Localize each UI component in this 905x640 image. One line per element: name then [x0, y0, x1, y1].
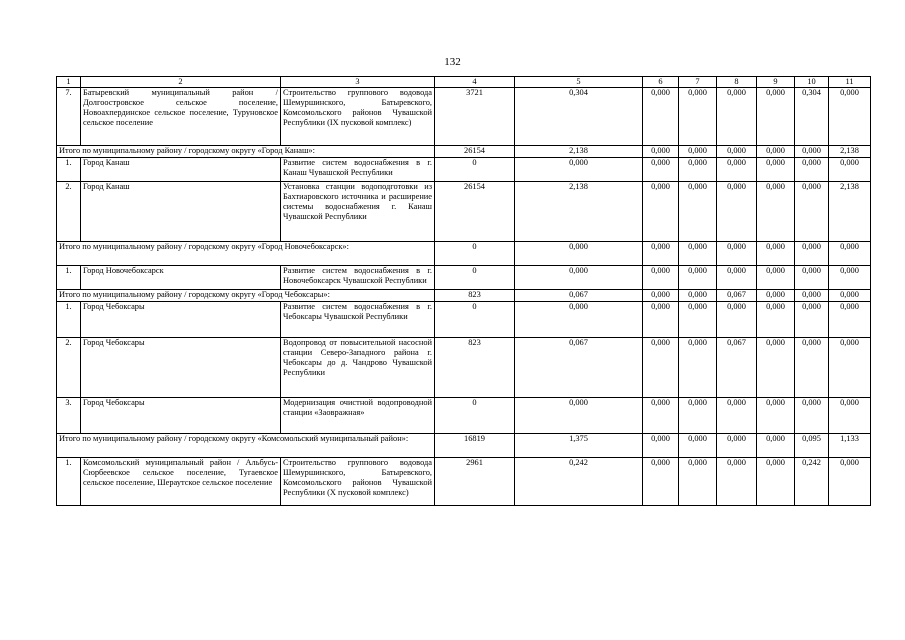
project-cell: Строительство группового водовода Шемуршинского, Батыревского, Комсомольского районов Чувашской Республики (X пусковой комплекс): [281, 458, 435, 506]
total-row: [57, 146, 871, 158]
value-cell: 0,000: [643, 88, 679, 146]
value-cell: 0,000: [643, 158, 679, 182]
value-cell: 0,000: [515, 266, 643, 290]
row-number: 1.: [57, 302, 81, 338]
value-cell: 0,242: [515, 458, 643, 506]
value-cell: 823: [435, 290, 515, 302]
investment-table: [56, 76, 871, 506]
value-cell: 0,000: [515, 242, 643, 266]
value-cell: 0,000: [717, 158, 757, 182]
column-number: 3: [281, 77, 435, 88]
row-number: 7.: [57, 88, 81, 146]
value-cell: 0,000: [679, 302, 717, 338]
row-number: 1.: [57, 266, 81, 290]
value-cell: 823: [435, 338, 515, 398]
row-number: 2.: [57, 338, 81, 398]
table-row: [57, 458, 871, 506]
value-cell: 0,000: [757, 290, 795, 302]
value-cell: 0,000: [829, 242, 871, 266]
value-cell: 0,000: [679, 158, 717, 182]
value-cell: 0,000: [717, 266, 757, 290]
value-cell: 16819: [435, 434, 515, 458]
column-number: 6: [643, 77, 679, 88]
value-cell: 0,000: [795, 302, 829, 338]
municipality-cell: Город Чебоксары: [81, 338, 281, 398]
project-cell: Водопровод от повысительной насосной станции Северо-Западного района г. Чебоксары до д. Чандрово Чувашской Республики: [281, 338, 435, 398]
value-cell: 2,138: [515, 146, 643, 158]
municipality-cell: Комсомольский муниципальный район / Альбусь-Сюрбеевское сельское поселение, Тугаевское сельское поселение, Шераутское сельское поселение: [81, 458, 281, 506]
value-cell: 0: [435, 302, 515, 338]
value-cell: 0,095: [795, 434, 829, 458]
project-cell: Развитие систем водоснабжения в г. Новочебоксарск Чувашской Республики: [281, 266, 435, 290]
table-row: [57, 88, 871, 146]
value-cell: 0,000: [679, 88, 717, 146]
value-cell: 0,000: [829, 290, 871, 302]
value-cell: 0,067: [717, 290, 757, 302]
value-cell: 0,000: [757, 242, 795, 266]
value-cell: 1,133: [829, 434, 871, 458]
municipality-cell: Город Чебоксары: [81, 302, 281, 338]
project-cell: Развитие систем водоснабжения в г. Канаш Чувашской Республики: [281, 158, 435, 182]
value-cell: 0,000: [717, 458, 757, 506]
value-cell: 0,242: [795, 458, 829, 506]
value-cell: 3721: [435, 88, 515, 146]
total-row: [57, 434, 871, 458]
value-cell: 0,067: [515, 338, 643, 398]
value-cell: 0,000: [829, 88, 871, 146]
municipality-cell: Город Чебоксары: [81, 398, 281, 434]
value-cell: 0,000: [643, 266, 679, 290]
value-cell: 0,000: [679, 290, 717, 302]
value-cell: 0,000: [795, 242, 829, 266]
project-cell: Модернизация очистной водопроводной станции «Заовражная»: [281, 398, 435, 434]
value-cell: 0,000: [717, 182, 757, 242]
row-number: 1.: [57, 458, 81, 506]
value-cell: 2,138: [829, 146, 871, 158]
value-cell: 0,000: [515, 302, 643, 338]
value-cell: 0,000: [757, 302, 795, 338]
value-cell: 2,138: [829, 182, 871, 242]
value-cell: 0,000: [757, 146, 795, 158]
column-number: 7: [679, 77, 717, 88]
column-number: 5: [515, 77, 643, 88]
column-number: 1: [57, 77, 81, 88]
value-cell: 0,000: [757, 182, 795, 242]
project-cell: Строительство группового водовода Шемуршинского, Батыревского, Комсомольского районов Чувашской Республики (IX пусковой комплекс): [281, 88, 435, 146]
value-cell: 0,000: [757, 88, 795, 146]
value-cell: 0,000: [757, 458, 795, 506]
municipality-cell: Батыревский муниципальный район / Долгоостровское сельское поселение, Новоахпердинское сельское поселение, Туруновское сельское поселение: [81, 88, 281, 146]
value-cell: 0,000: [679, 338, 717, 398]
value-cell: 0,000: [757, 434, 795, 458]
value-cell: 0: [435, 242, 515, 266]
value-cell: 0,000: [795, 338, 829, 398]
total-label: Итого по муниципальному району / городскому округу «Город Новочебоксарск»:: [57, 242, 435, 266]
value-cell: 0,000: [717, 88, 757, 146]
value-cell: 0,000: [829, 398, 871, 434]
total-label: Итого по муниципальному району / городскому округу «Комсомольский муниципальный район»:: [57, 434, 435, 458]
column-number: 2: [81, 77, 281, 88]
value-cell: 0,000: [829, 338, 871, 398]
value-cell: 0,000: [795, 158, 829, 182]
value-cell: 0,000: [643, 434, 679, 458]
value-cell: 0: [435, 266, 515, 290]
municipality-cell: Город Канаш: [81, 182, 281, 242]
project-cell: Установка станции водоподготовки из Бахтиаровского источника и расширение системы водоснабжения г. Канаш Чувашской Республики: [281, 182, 435, 242]
total-row: [57, 242, 871, 266]
value-cell: 0,000: [679, 398, 717, 434]
table-row: [57, 398, 871, 434]
value-cell: 0,000: [757, 158, 795, 182]
value-cell: 0,000: [795, 146, 829, 158]
value-cell: 0,000: [717, 146, 757, 158]
project-cell: Развитие систем водоснабжения в г. Чебоксары Чувашской Республики: [281, 302, 435, 338]
value-cell: 0,000: [643, 302, 679, 338]
column-number: 9: [757, 77, 795, 88]
row-number: 3.: [57, 398, 81, 434]
column-number: 11: [829, 77, 871, 88]
value-cell: 0,000: [643, 458, 679, 506]
value-cell: 0,000: [515, 398, 643, 434]
value-cell: 0,000: [643, 290, 679, 302]
value-cell: 26154: [435, 146, 515, 158]
value-cell: 0,000: [829, 458, 871, 506]
column-number: 10: [795, 77, 829, 88]
value-cell: 0,000: [829, 302, 871, 338]
value-cell: 0,000: [515, 158, 643, 182]
value-cell: 0,000: [643, 182, 679, 242]
value-cell: 0,067: [515, 290, 643, 302]
total-row: [57, 290, 871, 302]
table-row: [57, 338, 871, 398]
value-cell: 1,375: [515, 434, 643, 458]
column-number: 4: [435, 77, 515, 88]
value-cell: 0,067: [717, 338, 757, 398]
value-cell: 0: [435, 398, 515, 434]
value-cell: 2,138: [515, 182, 643, 242]
column-number-row: [57, 77, 871, 88]
table-row: [57, 302, 871, 338]
value-cell: 0,000: [717, 242, 757, 266]
value-cell: 0,000: [757, 398, 795, 434]
value-cell: 26154: [435, 182, 515, 242]
table-row: [57, 266, 871, 290]
value-cell: 0,304: [795, 88, 829, 146]
municipality-cell: Город Новочебоксарск: [81, 266, 281, 290]
total-label: Итого по муниципальному району / городскому округу «Город Чебоксары»:: [57, 290, 435, 302]
value-cell: 0,000: [795, 266, 829, 290]
value-cell: 0,000: [795, 398, 829, 434]
table-row: [57, 182, 871, 242]
value-cell: 0,000: [679, 434, 717, 458]
value-cell: 0: [435, 158, 515, 182]
value-cell: 0,000: [717, 302, 757, 338]
value-cell: 0,000: [829, 158, 871, 182]
value-cell: 0,000: [717, 398, 757, 434]
row-number: 2.: [57, 182, 81, 242]
table-row: [57, 158, 871, 182]
row-number: 1.: [57, 158, 81, 182]
value-cell: 0,000: [679, 146, 717, 158]
value-cell: 0,000: [717, 434, 757, 458]
value-cell: 0,000: [679, 458, 717, 506]
value-cell: 0,304: [515, 88, 643, 146]
value-cell: 0,000: [829, 266, 871, 290]
value-cell: 0,000: [795, 290, 829, 302]
column-number: 8: [717, 77, 757, 88]
value-cell: 0,000: [643, 398, 679, 434]
value-cell: 0,000: [679, 266, 717, 290]
value-cell: 0,000: [795, 182, 829, 242]
value-cell: 0,000: [643, 242, 679, 266]
value-cell: 0,000: [643, 338, 679, 398]
value-cell: 0,000: [757, 338, 795, 398]
page-number: 132: [444, 56, 461, 68]
total-label: Итого по муниципальному району / городскому округу «Город Канаш»:: [57, 146, 435, 158]
value-cell: 0,000: [757, 266, 795, 290]
value-cell: 0,000: [679, 182, 717, 242]
value-cell: 0,000: [679, 242, 717, 266]
value-cell: 0,000: [643, 146, 679, 158]
municipality-cell: Город Канаш: [81, 158, 281, 182]
value-cell: 2961: [435, 458, 515, 506]
